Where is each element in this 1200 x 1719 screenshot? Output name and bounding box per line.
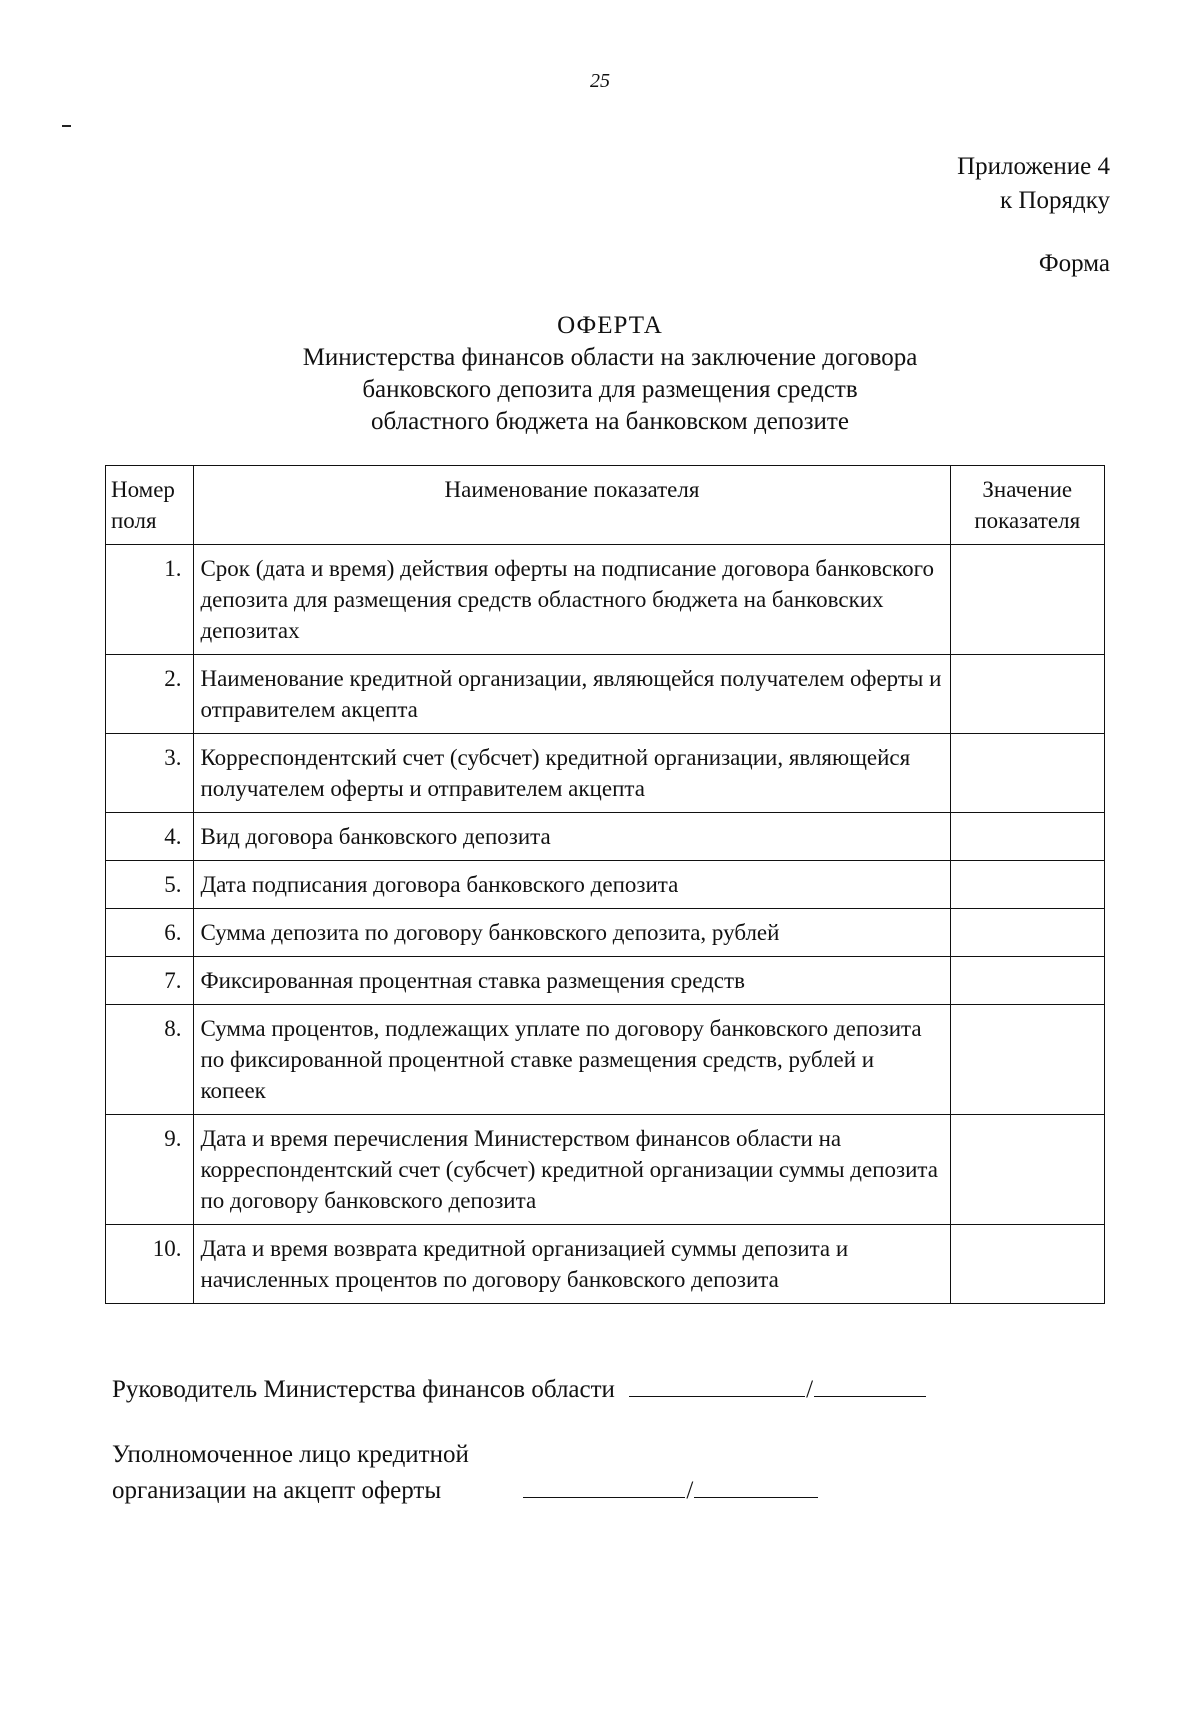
indicator-name: Дата и время перечисления Министерством финансов области на корреспондентский счет (субсчет) кредитной организации суммы депозита по договору банковского депозита xyxy=(194,1115,950,1225)
authorized-signature-label-1: Уполномоченное лицо кредитной xyxy=(112,1441,469,1468)
head-name-blank[interactable] xyxy=(814,1370,926,1397)
indicator-name: Дата и время возврата кредитной организацией суммы депозита и начисленных процентов по договору банковского депозита xyxy=(194,1225,950,1304)
header-field-number xyxy=(106,466,194,545)
authorized-name-blank[interactable] xyxy=(694,1471,818,1498)
field-number: 9. xyxy=(106,1115,194,1225)
field-number: 6. xyxy=(106,909,194,957)
indicator-name: Сумма депозита по договору банковского депозита, рублей xyxy=(194,909,950,957)
field-number: 10. xyxy=(106,1225,194,1304)
head-signature-line xyxy=(112,1370,926,1406)
table-row xyxy=(106,734,1105,813)
page-number: 25 xyxy=(590,70,610,92)
document-subtitle-line-3: областного бюджета на банковском депозите xyxy=(371,408,849,435)
indicator-value[interactable] xyxy=(950,813,1105,861)
indicator-name: Фиксированная процентная ставка размещения средств xyxy=(194,957,950,1005)
authorized-signature-label-2-row xyxy=(112,1471,818,1507)
field-number: 3. xyxy=(106,734,194,813)
indicator-value[interactable] xyxy=(950,957,1105,1005)
indicator-value[interactable] xyxy=(950,545,1105,655)
indicator-name: Наименование кредитной организации, являющейся получателем оферты и отправителем акцепта xyxy=(194,655,950,734)
indicator-value[interactable] xyxy=(950,861,1105,909)
head-signature-separator: / xyxy=(806,1376,814,1403)
indicator-value[interactable] xyxy=(950,1005,1105,1115)
document-subtitle-line-1: Министерства финансов области на заключение договора xyxy=(302,344,918,371)
header-indicator-value-line-2: показателя xyxy=(974,508,1081,533)
table-row xyxy=(106,957,1105,1005)
table-row xyxy=(106,813,1105,861)
scan-mark xyxy=(62,125,71,127)
header-field-number-line-1: Номер xyxy=(111,477,175,502)
indicator-value[interactable] xyxy=(950,734,1105,813)
field-number: 5. xyxy=(106,861,194,909)
table-row xyxy=(106,861,1105,909)
offer-table xyxy=(105,465,1105,1304)
appendix-reference xyxy=(957,150,1110,218)
authorized-signature-line xyxy=(112,1438,818,1507)
document-title: ОФЕРТА xyxy=(557,312,663,339)
field-number: 7. xyxy=(106,957,194,1005)
indicator-value[interactable] xyxy=(950,1115,1105,1225)
indicator-value[interactable] xyxy=(950,909,1105,957)
field-number: 1. xyxy=(106,545,194,655)
indicator-name: Вид договора банковского депозита xyxy=(194,813,950,861)
table-row xyxy=(106,545,1105,655)
indicator-name: Срок (дата и время) действия оферты на подписание договора банковского депозита для размещения средств областного бюджета на банковских депозитах xyxy=(194,545,950,655)
authorized-signature-blank[interactable] xyxy=(523,1471,685,1498)
indicator-value[interactable] xyxy=(950,655,1105,734)
indicator-value[interactable] xyxy=(950,1225,1105,1304)
field-number: 2. xyxy=(106,655,194,734)
table-header-row xyxy=(106,466,1105,545)
table-row xyxy=(106,1115,1105,1225)
document-title-block xyxy=(180,310,1040,438)
head-signature-label: Руководитель Министерства финансов области xyxy=(112,1376,615,1403)
table-row xyxy=(106,1005,1105,1115)
header-indicator-value xyxy=(950,466,1105,545)
header-field-number-line-2: поля xyxy=(111,508,157,533)
appendix-line-1: Приложение 4 xyxy=(957,153,1110,180)
indicator-name: Корреспондентский счет (субсчет) кредитной организации, являющейся получателем оферты и отправителем акцепта xyxy=(194,734,950,813)
header-indicator-value-line-1: Значение xyxy=(982,477,1073,502)
field-number: 4. xyxy=(106,813,194,861)
head-signature-blank[interactable] xyxy=(629,1370,805,1397)
form-label: Форма xyxy=(1038,250,1110,277)
indicator-name: Дата подписания договора банковского депозита xyxy=(194,861,950,909)
appendix-line-2: к Порядку xyxy=(1000,187,1110,214)
field-number: 8. xyxy=(106,1005,194,1115)
header-indicator-name: Наименование показателя xyxy=(194,466,950,545)
table-row xyxy=(106,909,1105,957)
indicator-name: Сумма процентов, подлежащих уплате по договору банковского депозита по фиксированной процентной ставке размещения средств, рублей и копеек xyxy=(194,1005,950,1115)
table-row xyxy=(106,1225,1105,1304)
authorized-signature-separator: / xyxy=(686,1477,694,1504)
authorized-signature-label-2: организации на акцепт оферты xyxy=(112,1477,442,1504)
table-row xyxy=(106,655,1105,734)
document-subtitle-line-2: банковского депозита для размещения средств xyxy=(362,376,858,403)
